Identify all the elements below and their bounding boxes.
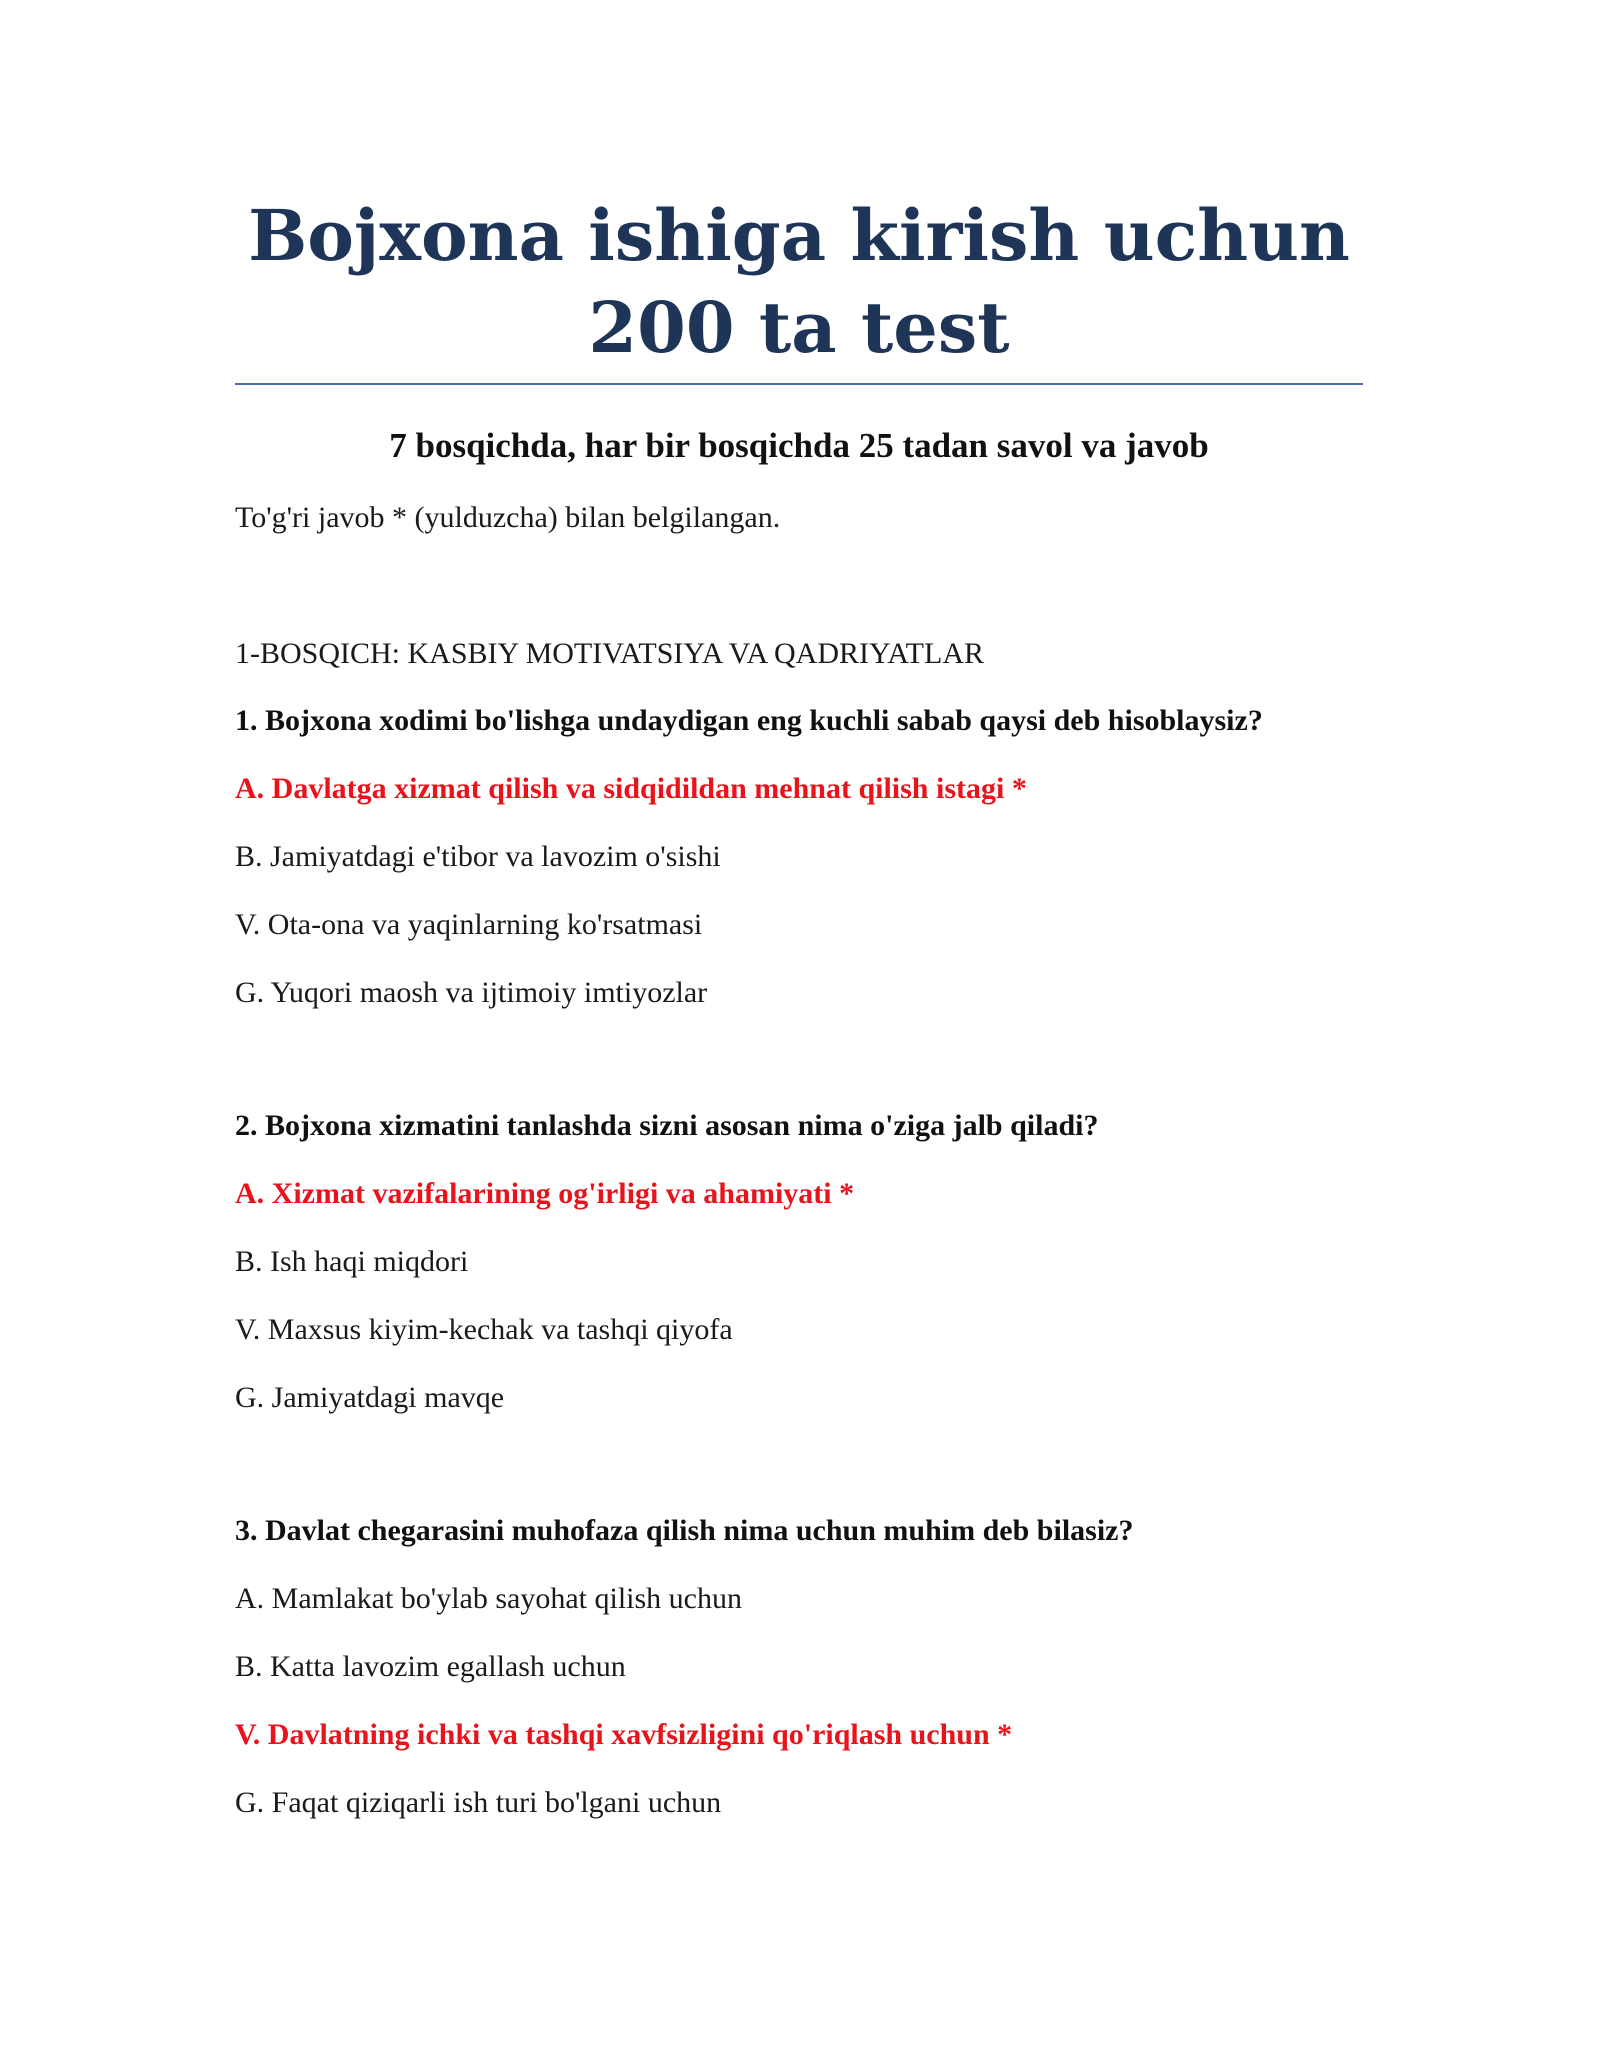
answer-option: V. Maxsus kiyim-kechak va tashqi qiyofa <box>235 1313 733 1346</box>
answer-option: A. Mamlakat bo'ylab sayohat qilish uchun <box>235 1582 742 1615</box>
question-block-2 <box>235 1102 1363 1442</box>
document-subtitle: 7 bosqichda, har bir bosqichda 25 tadan savol va javob <box>389 426 1209 465</box>
question-text: 1. Bojxona xodimi bo'lishga undaydigan eng kuchli sabab qaysi deb hisoblaysiz? <box>235 704 1263 737</box>
answer-option: B. Katta lavozim egallash uchun <box>235 1650 626 1683</box>
title-divider <box>235 383 1363 385</box>
answer-option: B. Jamiyatdagi e'tibor va lavozim o'sishi <box>235 840 721 873</box>
question-block-3 <box>235 1507 1363 1847</box>
stage-heading: 1-BOSQICH: KASBIY MOTIVATSIYA VA QADRIYATLAR <box>235 637 984 670</box>
question-block-1 <box>235 697 1363 1037</box>
answer-option-correct: A. Davlatga xizmat qilish va sidqidildan mehnat qilish istagi * <box>235 772 1027 805</box>
document-title: Bojxona ishiga kirish uchun 200 ta test <box>248 194 1350 369</box>
answer-key-note: To'g'ri javob * (yulduzcha) bilan belgilangan. <box>235 501 781 534</box>
answer-option: B. Ish haqi miqdori <box>235 1245 469 1278</box>
answer-option: G. Faqat qiziqarli ish turi bo'lgani uchun <box>235 1786 722 1819</box>
answer-option-correct: V. Davlatning ichki va tashqi xavfsizligini qo'riqlash uchun * <box>235 1718 1013 1751</box>
question-text: 3. Davlat chegarasini muhofaza qilish nima uchun muhim deb bilasiz? <box>235 1514 1134 1547</box>
question-text: 2. Bojxona xizmatini tanlashda sizni asosan nima o'ziga jalb qiladi? <box>235 1109 1099 1142</box>
answer-option: G. Yuqori maosh va ijtimoiy imtiyozlar <box>235 976 708 1009</box>
answer-option: G. Jamiyatdagi mavqe <box>235 1381 505 1414</box>
answer-option: V. Ota-ona va yaqinlarning ko'rsatmasi <box>235 908 703 941</box>
answer-option-correct: A. Xizmat vazifalarining og'irligi va ahamiyati * <box>235 1177 855 1210</box>
